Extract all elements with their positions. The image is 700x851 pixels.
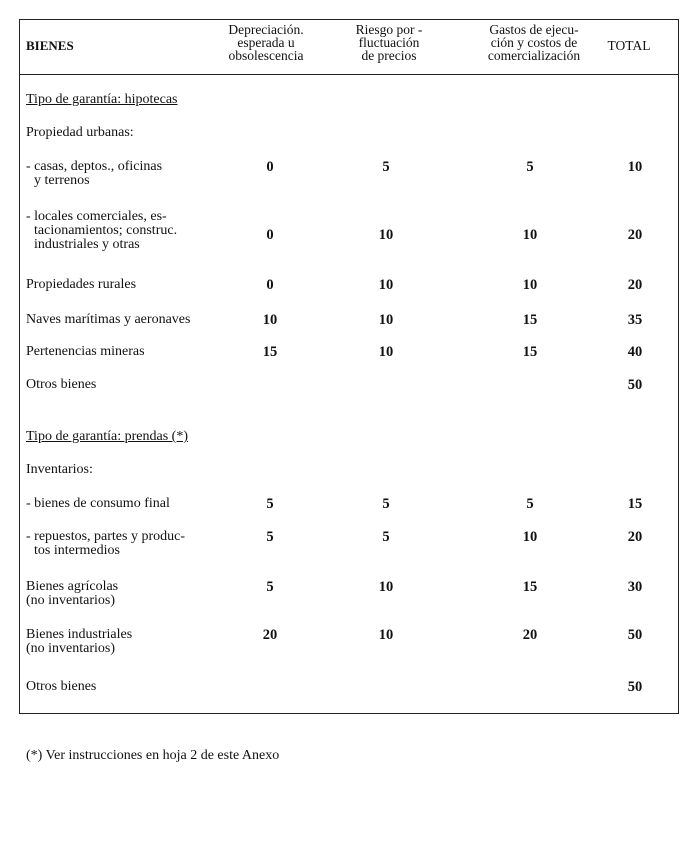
header-gastos-line: comercialización (487, 48, 581, 63)
cell-riesgo: 5 (382, 159, 390, 175)
section-title-hipotecas: Tipo de garantía: hipotecas (26, 92, 178, 107)
subsection-inventarios: Inventarios: (26, 462, 93, 477)
subsection-propiedad-urbanas: Propiedad urbanas: (26, 125, 134, 140)
header-depreciacion (216, 23, 316, 62)
cell-gastos: 20 (522, 627, 538, 643)
row-label (26, 378, 96, 392)
row-label (26, 580, 118, 608)
cell-riesgo: 10 (378, 277, 394, 293)
cell-total: 50 (627, 627, 643, 643)
row-label (26, 278, 136, 292)
cell-total: 50 (627, 377, 643, 393)
header-gastos (469, 23, 599, 62)
cell-gastos: 10 (522, 227, 538, 243)
footnote: (*) Ver instrucciones en hoja 2 de este Anexo (26, 748, 280, 763)
row-label-line: Otros bienes (26, 679, 97, 694)
row-label-line: Pertenencias mineras (26, 344, 145, 359)
cell-gastos: 10 (522, 277, 538, 293)
section-title-prendas: Tipo de garantía: prendas (*) (26, 429, 188, 444)
header-riesgo-line: fluctuación (358, 35, 420, 50)
cell-riesgo: 10 (378, 227, 394, 243)
row-label (26, 680, 96, 694)
cell-total: 30 (627, 579, 643, 595)
row-label-line: tacionamientos; construc. (34, 223, 178, 238)
cell-total: 20 (627, 227, 643, 243)
row-label-line: Propiedades rurales (26, 277, 137, 292)
row-label-line: Bienes agrícolas (26, 579, 119, 594)
cell-total: 10 (627, 159, 643, 175)
cell-gastos: 15 (522, 344, 538, 360)
cell-gastos: 5 (526, 496, 534, 512)
row-label (26, 497, 170, 511)
row-label-line: - repuestos, partes y produc- (26, 529, 186, 544)
cell-depreciacion: 0 (266, 227, 274, 243)
cell-riesgo: 10 (378, 627, 394, 643)
header-bienes: BIENES (26, 38, 74, 53)
row-label (26, 345, 145, 359)
cell-riesgo: 5 (382, 496, 390, 512)
cell-depreciacion: 15 (262, 344, 278, 360)
cell-total: 20 (627, 529, 643, 545)
header-depreciacion-line: Depreciación. (228, 22, 304, 37)
row-label (26, 160, 162, 188)
header-riesgo (339, 23, 439, 62)
header-depreciacion-line: esperada u (237, 35, 295, 50)
cell-depreciacion: 5 (266, 529, 274, 545)
row-label-line: Naves marítimas y aeronaves (26, 312, 191, 327)
header-riesgo-line: de precios (361, 48, 417, 63)
header-gastos-line: Gastos de ejecu- (489, 22, 579, 37)
row-label-line: Bienes industriales (26, 627, 133, 642)
cell-gastos: 5 (526, 159, 534, 175)
cell-riesgo: 10 (378, 312, 394, 328)
cell-total: 40 (627, 344, 643, 360)
row-label (26, 313, 190, 327)
row-label-line: (no inventarios) (26, 593, 116, 608)
cell-riesgo: 5 (382, 529, 390, 545)
row-label-line: - bienes de consumo final (26, 496, 170, 511)
cell-depreciacion: 0 (266, 277, 274, 293)
header-riesgo-line: Riesgo por - (355, 22, 423, 37)
row-label-line: y terrenos (34, 173, 90, 188)
cell-total: 15 (627, 496, 643, 512)
header-gastos-line: ción y costos de (490, 35, 578, 50)
cell-gastos: 15 (522, 579, 538, 595)
cell-depreciacion: 5 (266, 579, 274, 595)
row-label-line: industriales y otras (34, 237, 140, 252)
row-label-line: tos intermedios (34, 543, 120, 558)
cell-depreciacion: 20 (262, 627, 278, 643)
row-label-line: Otros bienes (26, 377, 97, 392)
cell-total: 50 (627, 679, 643, 695)
table-frame (19, 19, 679, 714)
cell-depreciacion: 5 (266, 496, 274, 512)
row-label (26, 210, 177, 252)
row-label (26, 628, 132, 656)
table-header (19, 19, 679, 75)
row-label (26, 530, 185, 558)
cell-gastos: 10 (522, 529, 538, 545)
row-label-line: - locales comerciales, es- (26, 209, 167, 224)
row-label-line: (no inventarios) (26, 641, 116, 656)
row-label-line: - casas, deptos., oficinas (26, 159, 163, 174)
cell-total: 35 (627, 312, 643, 328)
header-total: TOTAL (607, 38, 651, 53)
cell-riesgo: 10 (378, 344, 394, 360)
header-depreciacion-line: obsolescencia (228, 48, 304, 63)
cell-gastos: 15 (522, 312, 538, 328)
cell-riesgo: 10 (378, 579, 394, 595)
cell-depreciacion: 0 (266, 159, 274, 175)
cell-total: 20 (627, 277, 643, 293)
cell-depreciacion: 10 (262, 312, 278, 328)
